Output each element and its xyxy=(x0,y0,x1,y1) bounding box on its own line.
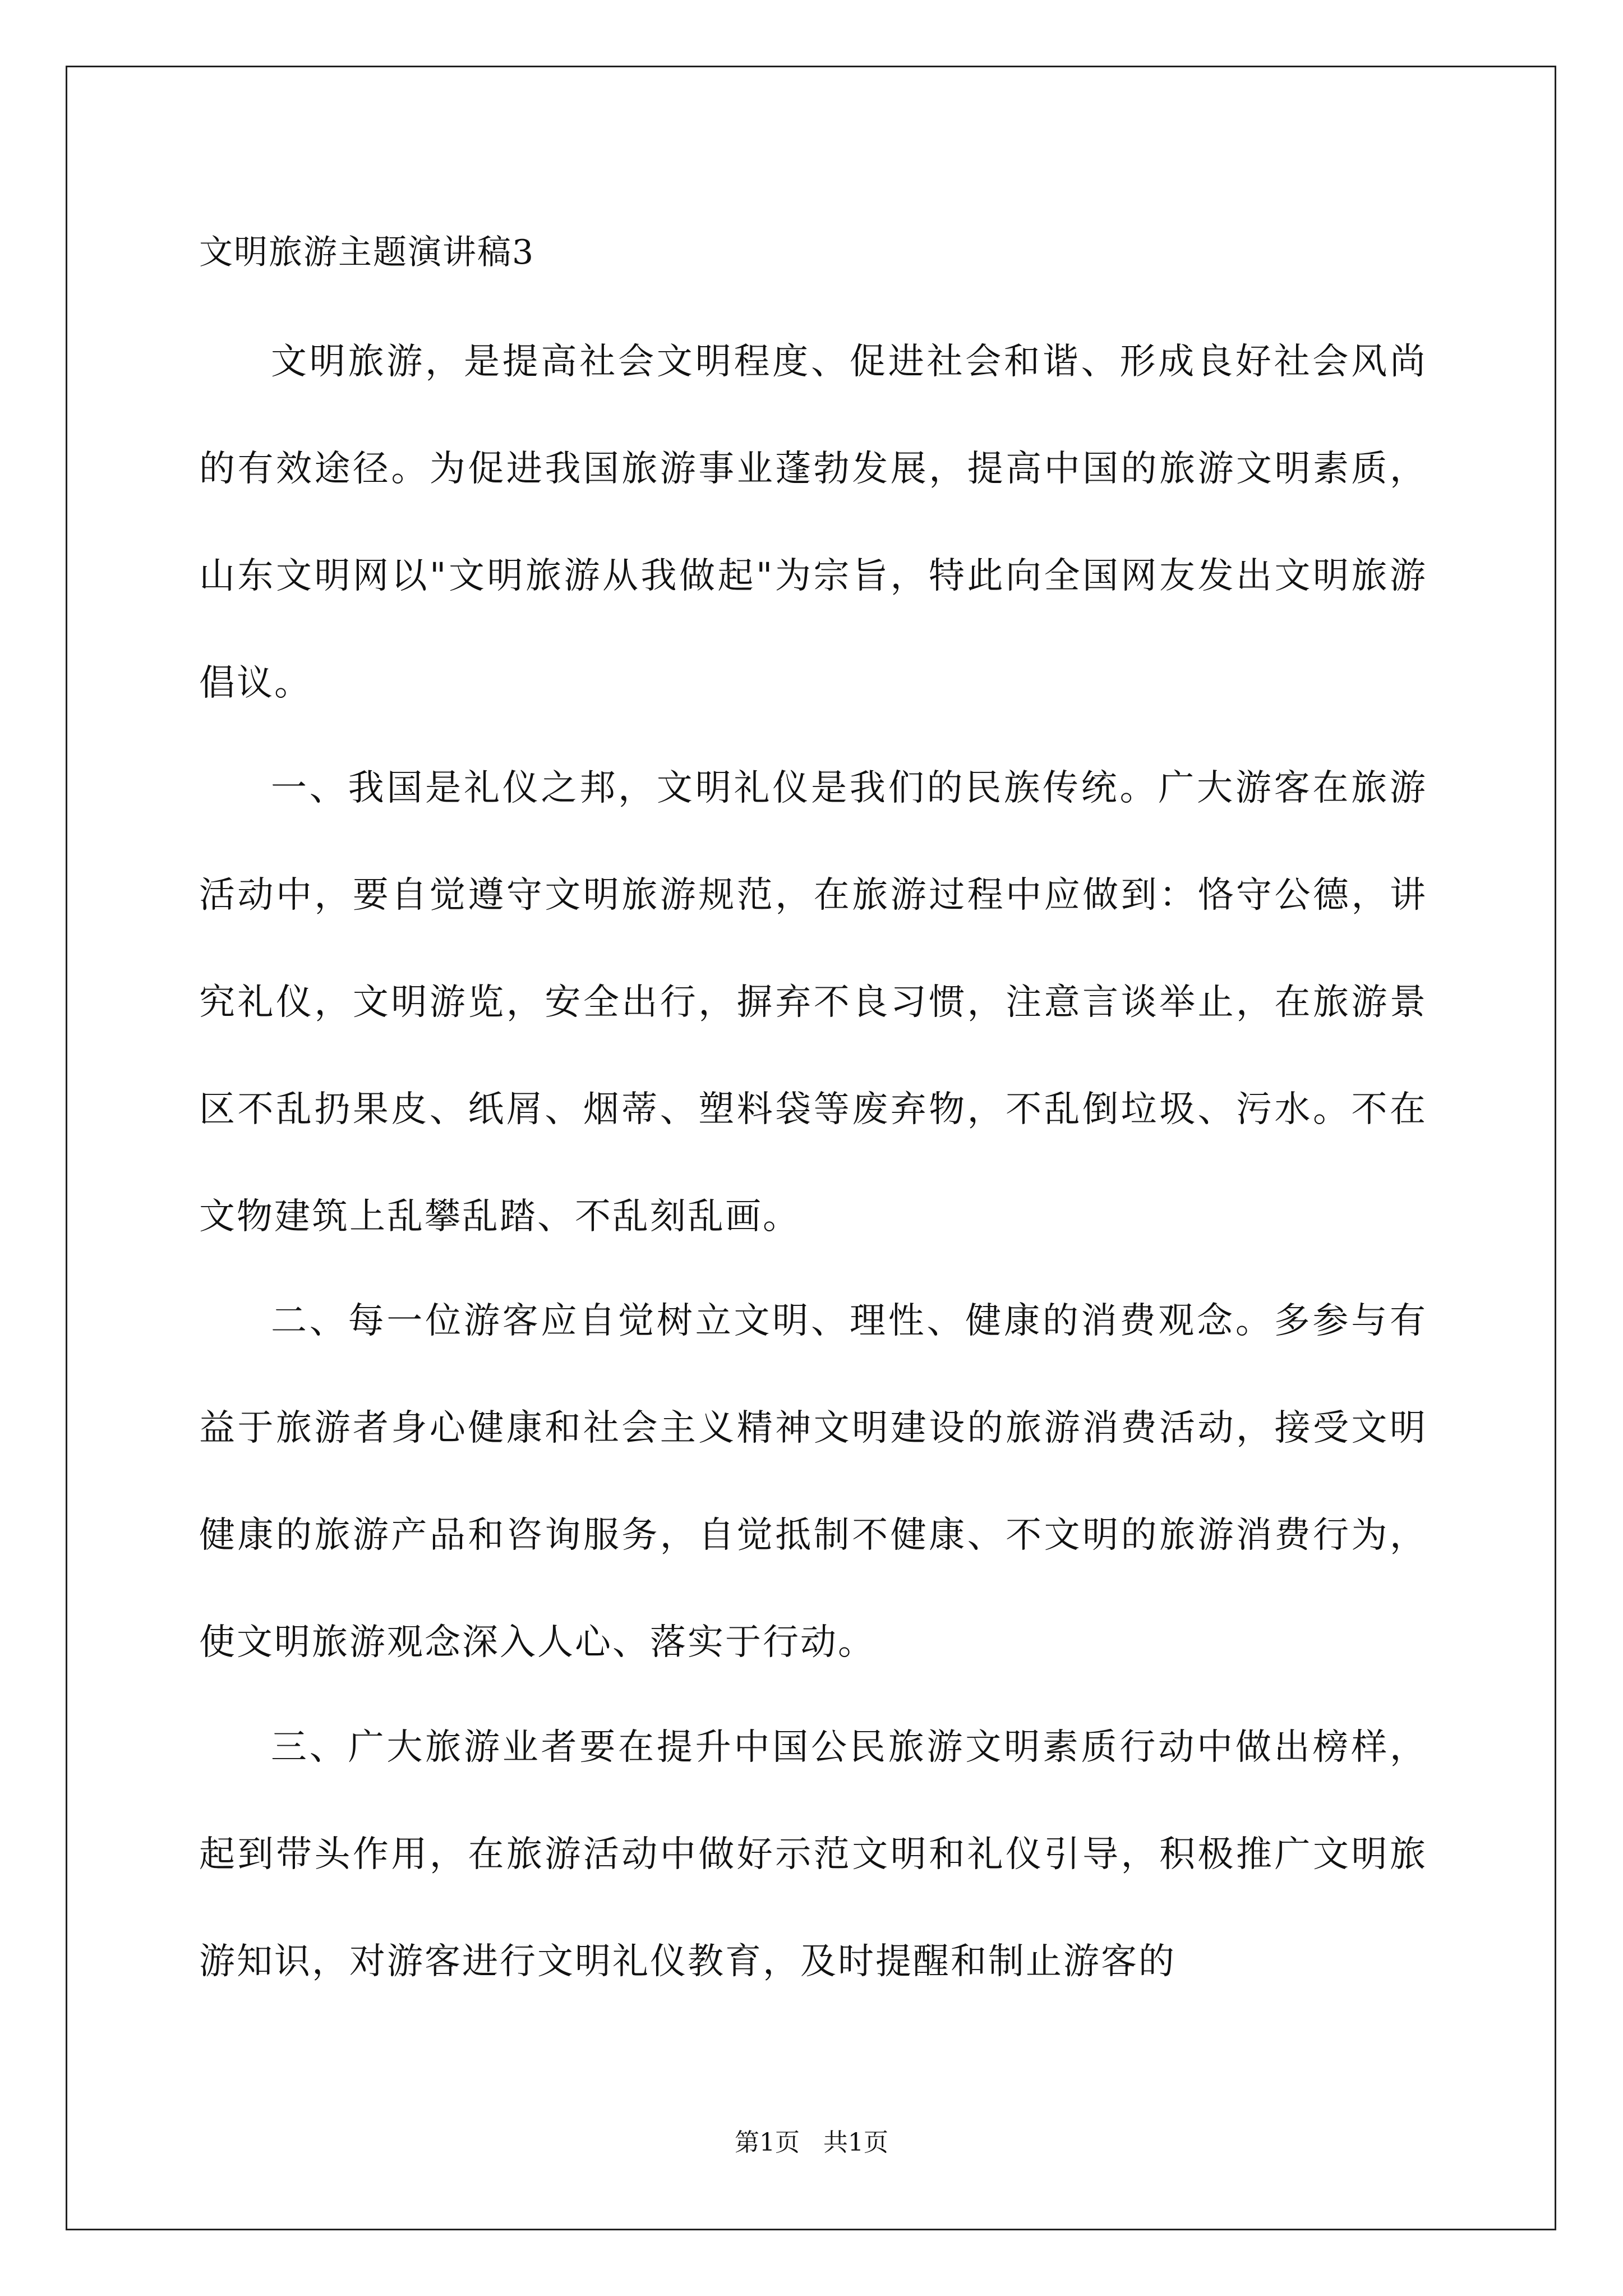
page-footer: 第1页 共1页 xyxy=(735,2128,888,2157)
paragraph-intro: 文明旅游，是提高社会文明程度、促进社会和谐、形成良好社会风尚的有效途径。为促进我国旅游事业蓬勃发展，提高中国的旅游文明素质，山东文明网以"文明旅游从我做起"为宗旨，特此向全国网友发出文明旅游倡议。 xyxy=(199,341,1427,704)
paragraph-one: 一、我国是礼仪之邦，文明礼仪是我们的民族传统。广大游客在旅游活动中，要自觉遵守文明旅游规范，在旅游过程中应做到：恪守公德，讲究礼仪，文明游览，安全出行，摒弃不良习惯，注意言谈举止，在旅游景区不乱扔果皮、纸屑、烟蒂、塑料袋等废弃物，不乱倒垃圾、污水。不在文物建筑上乱攀乱踏、不乱刻乱画。 xyxy=(199,767,1427,1237)
paragraph-three: 三、广大旅游业者要在提升中国公民旅游文明素质行动中做出榜样，起到带头作用，在旅游活动中做好示范文明和礼仪引导，积极推广文明旅游知识，对游客进行文明礼仪教育，及时提醒和制止游客的 xyxy=(199,1727,1427,1982)
document-title: 文明旅游主题演讲稿3 xyxy=(199,233,535,272)
paragraph-two: 二、每一位游客应自觉树立文明、理性、健康的消费观念。多参与有益于旅游者身心健康和社会主义精神文明建设的旅游消费活动，接受文明健康的旅游产品和咨询服务，自觉抵制不健康、不文明的旅游消费行为，使文明旅游观念深入人心、落实于行动。 xyxy=(199,1300,1427,1663)
